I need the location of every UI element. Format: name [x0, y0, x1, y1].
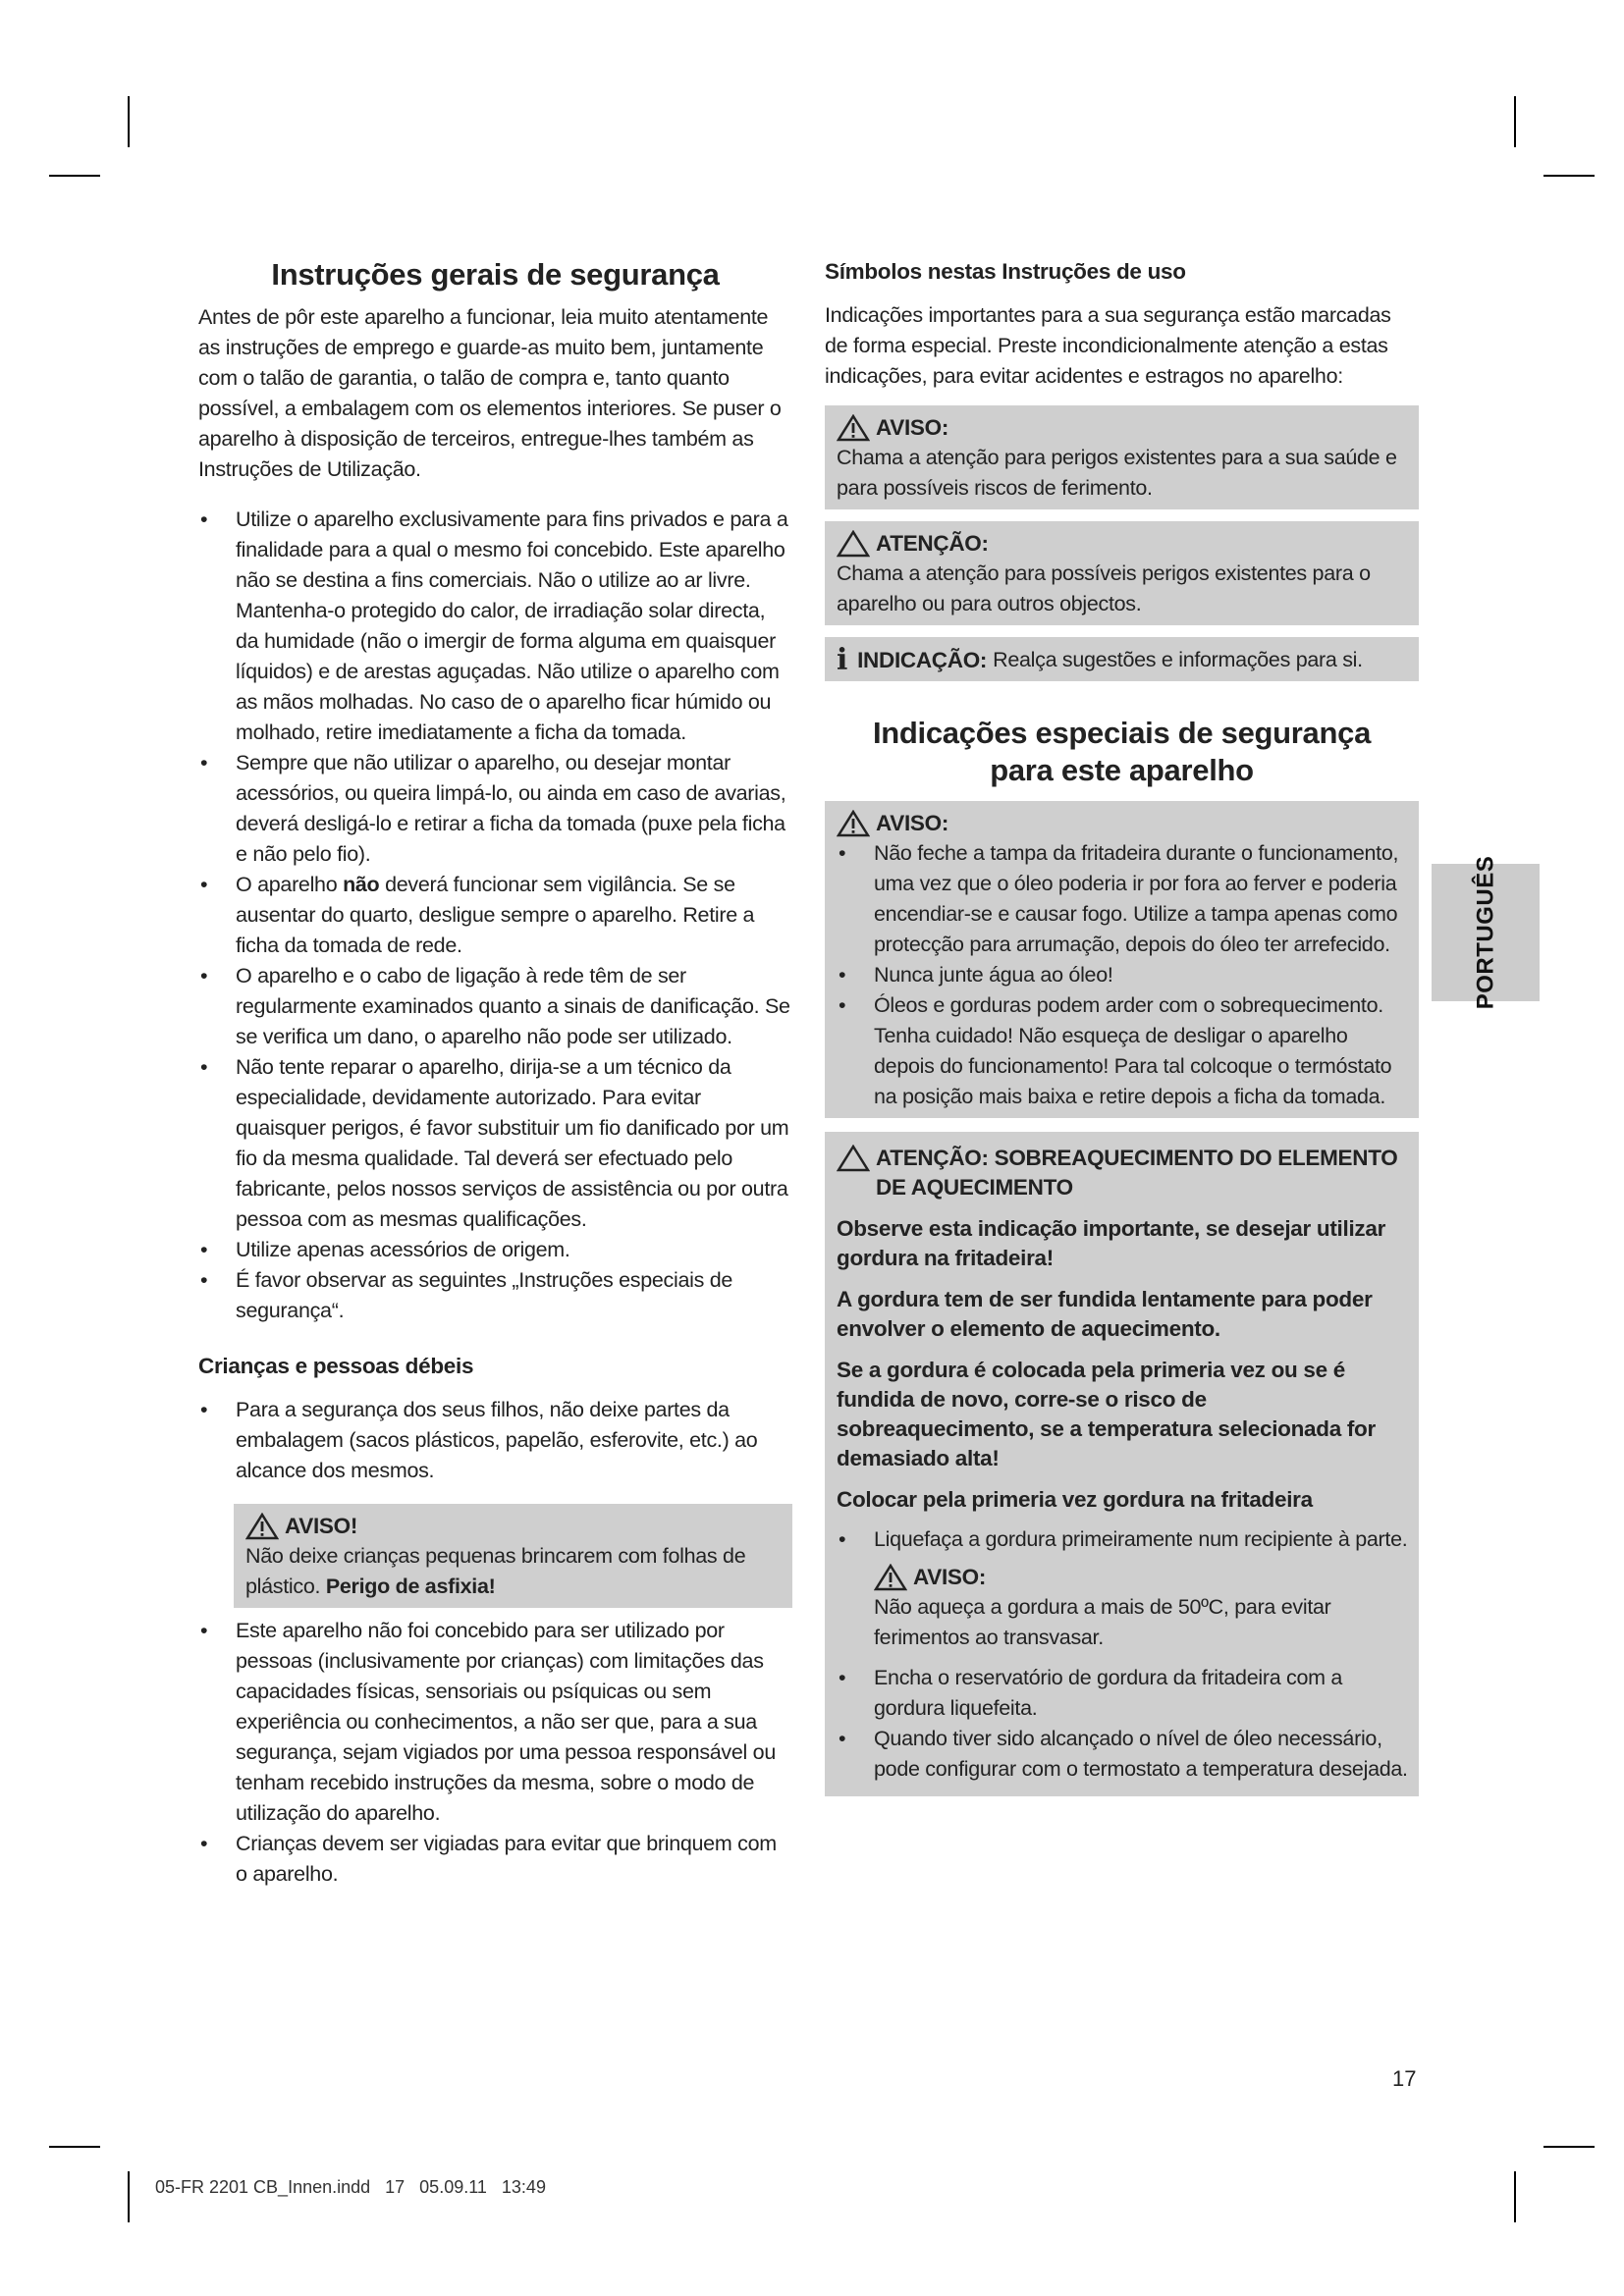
atencao-symbol-box: [825, 521, 1419, 625]
aviso-symbol-box: [825, 405, 1419, 509]
list-item: • Não feche a tampa da fritadeira durante o funcionamento, uma vez que o óleo poderia ir por fora ao ferver e poderia encendiar-se e causar fogo. Utilize a tampa apenas como protecção para arrumação, depois do óleo ter arrefecido.: [837, 838, 1409, 960]
list-item: • Encha o reservatório de gordura da fritadeira com a gordura liquefeita.: [837, 1663, 1409, 1724]
list-item: • Não tente reparar o aparelho, dirija-se a um técnico da especialidade, devidamente autorizado. Para evitar quaisquer perigos, é favor substituir um fio danificado por um fio da mesma qualidade. Tal deverá ser efectuado pelo fabricante, pelos nossos serviços de assistência ou por outra pessoa com as mesmas qualificações.: [198, 1052, 792, 1235]
symbols-intro: Indicações importantes para a sua segurança estão marcadas de forma especial. Preste incondicionalmente atenção a estas indicações, para evitar acidentes e estragos no aparelho:: [825, 303, 1391, 388]
caution-triangle-icon: [837, 1145, 870, 1172]
indicacao-text: Realça sugestões e informações para si.: [993, 648, 1363, 671]
list-item: • Este aparelho não foi concebido para ser utilizado por pessoas (inclusivamente por crianças) com limitações das capacidades físicas, sensoriais ou psíquicas ou sem experiência ou conhecimentos, a não ser que, para a sua segurança, sejam vigiados por uma pessoa responsável ou tenham recebido instruções da mesma, sobre o modo de utilização do aparelho.: [198, 1616, 792, 1829]
symbols-heading: Símbolos nestas Instruções de uso: [825, 259, 1186, 284]
special-aviso-label: AVISO:: [837, 809, 1409, 838]
right-column: [825, 257, 1419, 1796]
children-heading: Crianças e pessoas débeis: [198, 1354, 474, 1378]
list-item: • Utilize apenas acessórios de origem.: [198, 1235, 792, 1265]
left-column: [198, 257, 792, 1890]
crop-mark: [1543, 2146, 1595, 2148]
warning-text: Não deixe crianças pequenas brincarem com folhas de plástico. Perigo de asfixia!: [245, 1544, 746, 1598]
sub-warning-text: Não aqueça a gordura a mais de 50ºC, para evitar ferimentos ao transvasar.: [874, 1595, 1331, 1649]
list-item: • Sempre que não utilizar o aparelho, ou desejar montar acessórios, ou queira limpá-lo, ou ainda em caso de avarias, deverá desligá-lo e retirar a ficha da tomada (puxe pela ficha e não pelo fio).: [198, 748, 792, 870]
sub-warning-label: AVISO:: [874, 1563, 1409, 1592]
page-number: 17: [1392, 2066, 1417, 2091]
overheat-p2: A gordura tem de ser fundida lentamente para poder envolver o elemento de aquecimento.: [837, 1287, 1373, 1341]
list-item: • Óleos e gorduras podem arder com o sobrequecimento. Tenha cuidado! Não esqueça de desligar o aparelho depois do funcionamento! Para tal colcoque o termóstato na posição mais baixa e retire depois a ficha da tomada.: [837, 990, 1409, 1112]
overheat-label: ATENÇÃO: SOBREAQUECIMENTO DO ELEMENTO DE AQUECIMENTO: [837, 1144, 1409, 1202]
list-item: • O aparelho e o cabo de ligação à rede têm de ser regularmente examinados quanto a sinais de danificação. Se se verifica um dano, o aparelho não pode ser utilizado.: [198, 961, 792, 1052]
crop-mark: [128, 96, 130, 147]
warning-triangle-icon: [837, 810, 870, 837]
crop-mark: [1514, 2171, 1516, 2222]
overheat-p1: Observe esta indicação importante, se desejar utilizar gordura na fritadeira!: [837, 1216, 1386, 1270]
special-aviso-box: [825, 801, 1419, 1118]
warning-triangle-icon: [245, 1513, 279, 1540]
print-footer: 05-FR 2201 CB_Innen.indd 17 05.09.11 13:49: [155, 2177, 546, 2197]
overheat-sub-warning: [874, 1563, 1409, 1653]
crop-mark: [128, 2171, 130, 2222]
intro-paragraph: Antes de pôr este aparelho a funcionar, leia muito atentamente as instruções de emprego e guarde-as muito bem, juntamente com o talão de garantia, o talão de compra e, tanto quanto possível, a embalagem com os elementos interiores. Se puser o aparelho à disposição de terceiros, entregue-lhes também as Instruções de Utilização.: [198, 305, 782, 481]
info-icon: i: [837, 642, 848, 677]
list-item: • Para a segurança dos seus filhos, não deixe partes da embalagem (sacos plásticos, papelão, esferovite, etc.) ao alcance dos mesmos.: [198, 1395, 792, 1486]
children-bullet-list-2: [198, 1616, 792, 1890]
safety-bullet-list: [198, 505, 792, 1326]
overheat-caution-box: [825, 1132, 1419, 1796]
special-aviso-list: [837, 838, 1409, 1112]
warning-label: AVISO!: [245, 1512, 783, 1541]
list-item: • Nunca junte água ao óleo!: [837, 960, 1409, 990]
overheat-list-2: [837, 1663, 1409, 1785]
crop-mark: [1514, 96, 1516, 147]
list-item: • O aparelho não deverá funcionar sem vigilância. Se se ausentar do quarto, desligue sempre o aparelho. Retire a ficha da tomada de rede.: [198, 870, 792, 961]
aviso-label: AVISO:: [837, 413, 1409, 443]
special-safety-title-line1: Indicações especiais de segurança: [872, 716, 1372, 750]
indicacao-label: INDICAÇÃO:: [857, 648, 988, 672]
list-item: • Liquefaça a gordura primeiramente num recipiente à parte.: [837, 1524, 1409, 1555]
crop-mark: [49, 2146, 100, 2148]
warning-triangle-icon: [837, 414, 870, 442]
language-tab: [1432, 855, 1540, 1010]
special-safety-title-line2: para este aparelho: [990, 753, 1254, 787]
list-item: • Utilize o aparelho exclusivamente para fins privados e para a finalidade para a qual o mesmo foi concebido. Este aparelho não se destina a fins comerciais. Não o utilize ao ar livre. Mantenha-o protegido do calor, de irradiação solar directa, da humidade (não o imergir de forma alguma em quaisquer líquidos) e de arestas aguçadas. Não utilize o aparelho com as mãos molhadas. No caso de o aparelho ficar húmido ou molhado, retire imediatamente a ficha da tomada.: [198, 505, 792, 748]
list-item: • Crianças devem ser vigiadas para evitar que brinquem com o aparelho.: [198, 1829, 792, 1890]
caution-triangle-icon: [837, 530, 870, 558]
warning-triangle-icon: [874, 1564, 907, 1591]
general-safety-title: Instruções gerais de segurança: [271, 257, 720, 292]
language-tab-label: PORTUGUÊS: [1472, 855, 1499, 1010]
crop-mark: [49, 175, 100, 177]
list-item: • Quando tiver sido alcançado o nível de óleo necessário, pode configurar com o termostato a temperatura desejada.: [837, 1724, 1409, 1785]
overheat-list: [837, 1524, 1409, 1555]
crop-mark: [1543, 175, 1595, 177]
overheat-p4: Colocar pela primeria vez gordura na fritadeira: [837, 1487, 1313, 1512]
asphyxia-warning-box: [234, 1504, 792, 1608]
list-item: • É favor observar as seguintes „Instruções especiais de segurança“.: [198, 1265, 792, 1326]
atencao-label: ATENÇÃO:: [837, 529, 1409, 559]
indicacao-symbol-box: [825, 637, 1419, 681]
aviso-text: Chama a atenção para perigos existentes para a sua saúde e para possíveis riscos de ferimento.: [837, 446, 1397, 500]
atencao-text: Chama a atenção para possíveis perigos existentes para o aparelho ou para outros objectos.: [837, 561, 1371, 615]
overheat-p3: Se a gordura é colocada pela primeria vez ou se é fundida de novo, corre-se o risco de sobreaquecimento, se a temperatura selecionada for demasiado alta!: [837, 1358, 1376, 1470]
children-bullet-list: [198, 1395, 792, 1486]
